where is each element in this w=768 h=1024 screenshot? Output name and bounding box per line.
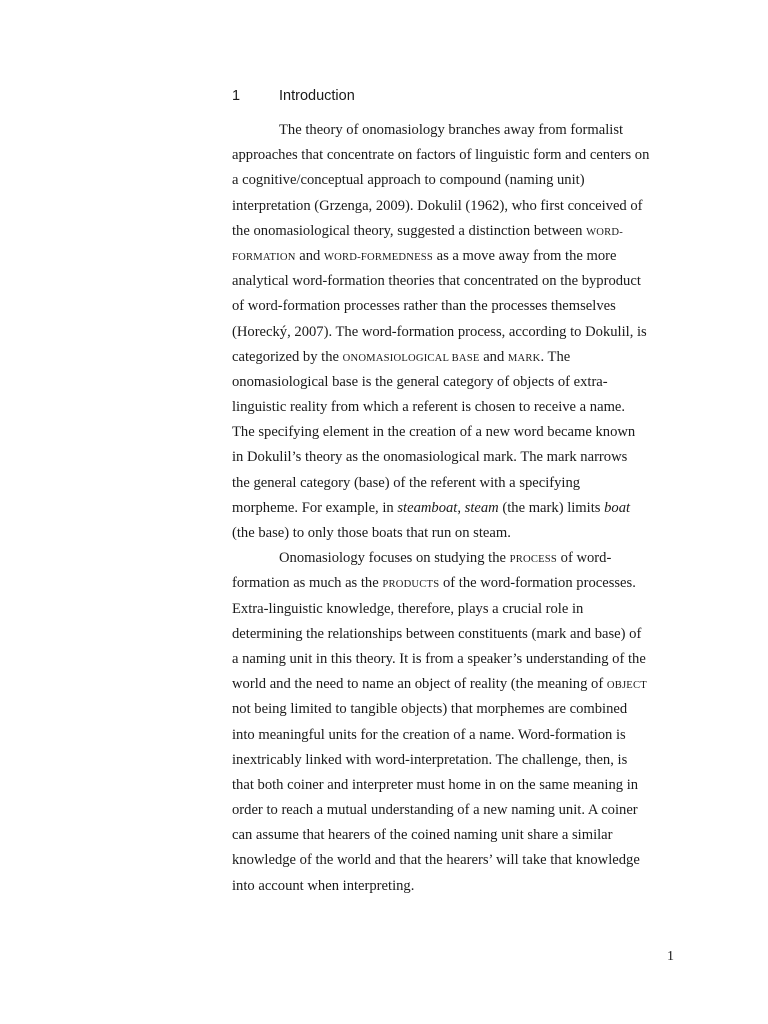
text-segment: onomasiological base is the general category of objects of extra- [232, 373, 608, 390]
text-segment: the onomasiological theory, suggested a distinction between [232, 222, 587, 239]
text-segment: linguistic reality from which a referent is chosen to receive a name. [232, 399, 626, 416]
text-line [232, 773, 692, 798]
text-segment: categorized by the [232, 348, 343, 365]
text-line [232, 521, 692, 546]
text-segment: world and the need to name an object of reality (the meaning of [232, 676, 607, 693]
paragraph [232, 118, 692, 546]
text-line [232, 647, 692, 672]
text-line [232, 219, 692, 244]
text-segment: (the mark) limits [498, 499, 605, 516]
text-line [232, 420, 692, 445]
text-segment: in Dokulil’s theory as the onomasiological mark. The mark narrows [232, 449, 628, 466]
text-segment: can assume that hearers of the coined naming unit share a similar [232, 827, 613, 844]
small-caps-term: OBJECT [606, 680, 647, 692]
text-segment: as a move away from the more [432, 247, 617, 264]
text-line [232, 571, 692, 596]
text-segment: Extra-linguistic knowledge, therefore, plays a crucial role in [232, 600, 584, 617]
text-segment: of the word-formation processes. [439, 575, 636, 592]
text-line [232, 471, 692, 496]
small-caps-term: MARK [507, 352, 541, 364]
text-segment: formation as much as the [232, 575, 383, 592]
section-heading [232, 86, 355, 106]
text-line [232, 143, 692, 168]
paragraph [232, 546, 692, 899]
text-segment: analytical word-formation theories that concentrated on the byproduct [232, 273, 641, 290]
text-segment: interpretation (Grzenga, 2009). Dokulil (1962), who first conceived of [232, 197, 643, 214]
small-caps-term: ONOMASIOLOGICAL BASE [342, 352, 480, 364]
text-segment: (the base) to only those boats that run on steam. [232, 525, 511, 541]
italic-term: steamboat [397, 499, 458, 516]
text-line [232, 118, 692, 143]
text-segment: The specifying element in the creation of a new word became known [232, 424, 636, 441]
small-caps-term: FORMATION [232, 251, 296, 263]
text-segment: that both coiner and interpreter must home in on the same meaning in [232, 776, 639, 793]
text-segment: Onomasiology focuses on studying the [279, 550, 510, 567]
text-segment: a cognitive/conceptual approach to compound (naming unit) [232, 172, 585, 189]
text-segment: of word-formation processes rather than the processes themselves [232, 298, 616, 315]
text-line [232, 798, 692, 823]
italic-term: steam [464, 499, 499, 516]
text-segment: (Horecký, 2007). The word-formation process, according to Dokulil, is [232, 323, 647, 340]
text-segment: order to reach a mutual understanding of a new naming unit. A coiner [232, 802, 638, 819]
text-line [232, 697, 692, 722]
text-line [232, 345, 692, 370]
text-line [232, 597, 692, 622]
text-segment: inextricably linked with word-interpretation. The challenge, then, is [232, 751, 628, 768]
text-segment: approaches that concentrate on factors of linguistic form and centers on [232, 147, 650, 164]
text-segment: The theory of onomasiology branches away from formalist [279, 122, 624, 138]
text-segment: and [479, 348, 508, 365]
text-line [232, 194, 692, 219]
text-line [232, 672, 692, 697]
text-line [232, 848, 692, 873]
text-segment: knowledge of the world and that the hearers’ will take that knowledge [232, 852, 640, 869]
small-caps-term: WORD- [586, 226, 623, 238]
text-line [232, 496, 692, 521]
text-line [232, 823, 692, 848]
text-line [232, 370, 692, 395]
text-segment: not being limited to tangible objects) that morphemes are combined [232, 701, 628, 718]
text-segment: . The [540, 348, 571, 365]
text-line [232, 546, 692, 571]
text-line [232, 874, 692, 899]
small-caps-term: PRODUCTS [382, 579, 440, 591]
text-line [232, 723, 692, 748]
text-line [232, 622, 692, 647]
small-caps-term: PROCESS [509, 554, 557, 566]
text-line [232, 269, 692, 294]
body-text [232, 118, 692, 899]
text-segment: morpheme. For example, in [232, 499, 398, 516]
text-segment: into account when interpreting. [232, 877, 415, 894]
small-caps-term: WORD-FORMEDNESS [323, 251, 433, 263]
text-segment: , [457, 499, 465, 516]
text-segment: determining the relationships between constituents (mark and base) of [232, 625, 642, 642]
page-number: 1 [667, 949, 674, 964]
text-segment: and [295, 247, 324, 264]
text-line [232, 395, 692, 420]
italic-term: boat [604, 499, 631, 516]
text-segment: of word- [557, 550, 612, 567]
text-line [232, 294, 692, 319]
text-line [232, 320, 692, 345]
text-segment: into meaningful units for the creation of a name. Word-formation is [232, 726, 626, 743]
section-number: 1 [232, 88, 241, 104]
text-line [232, 244, 692, 269]
text-segment: the general category (base) of the referent with a specifying [232, 474, 581, 491]
text-line [232, 748, 692, 773]
text-segment: a naming unit in this theory. It is from a speaker’s understanding of the [232, 650, 646, 667]
text-line [232, 168, 692, 193]
text-line [232, 445, 692, 470]
section-title: Introduction [279, 88, 355, 104]
